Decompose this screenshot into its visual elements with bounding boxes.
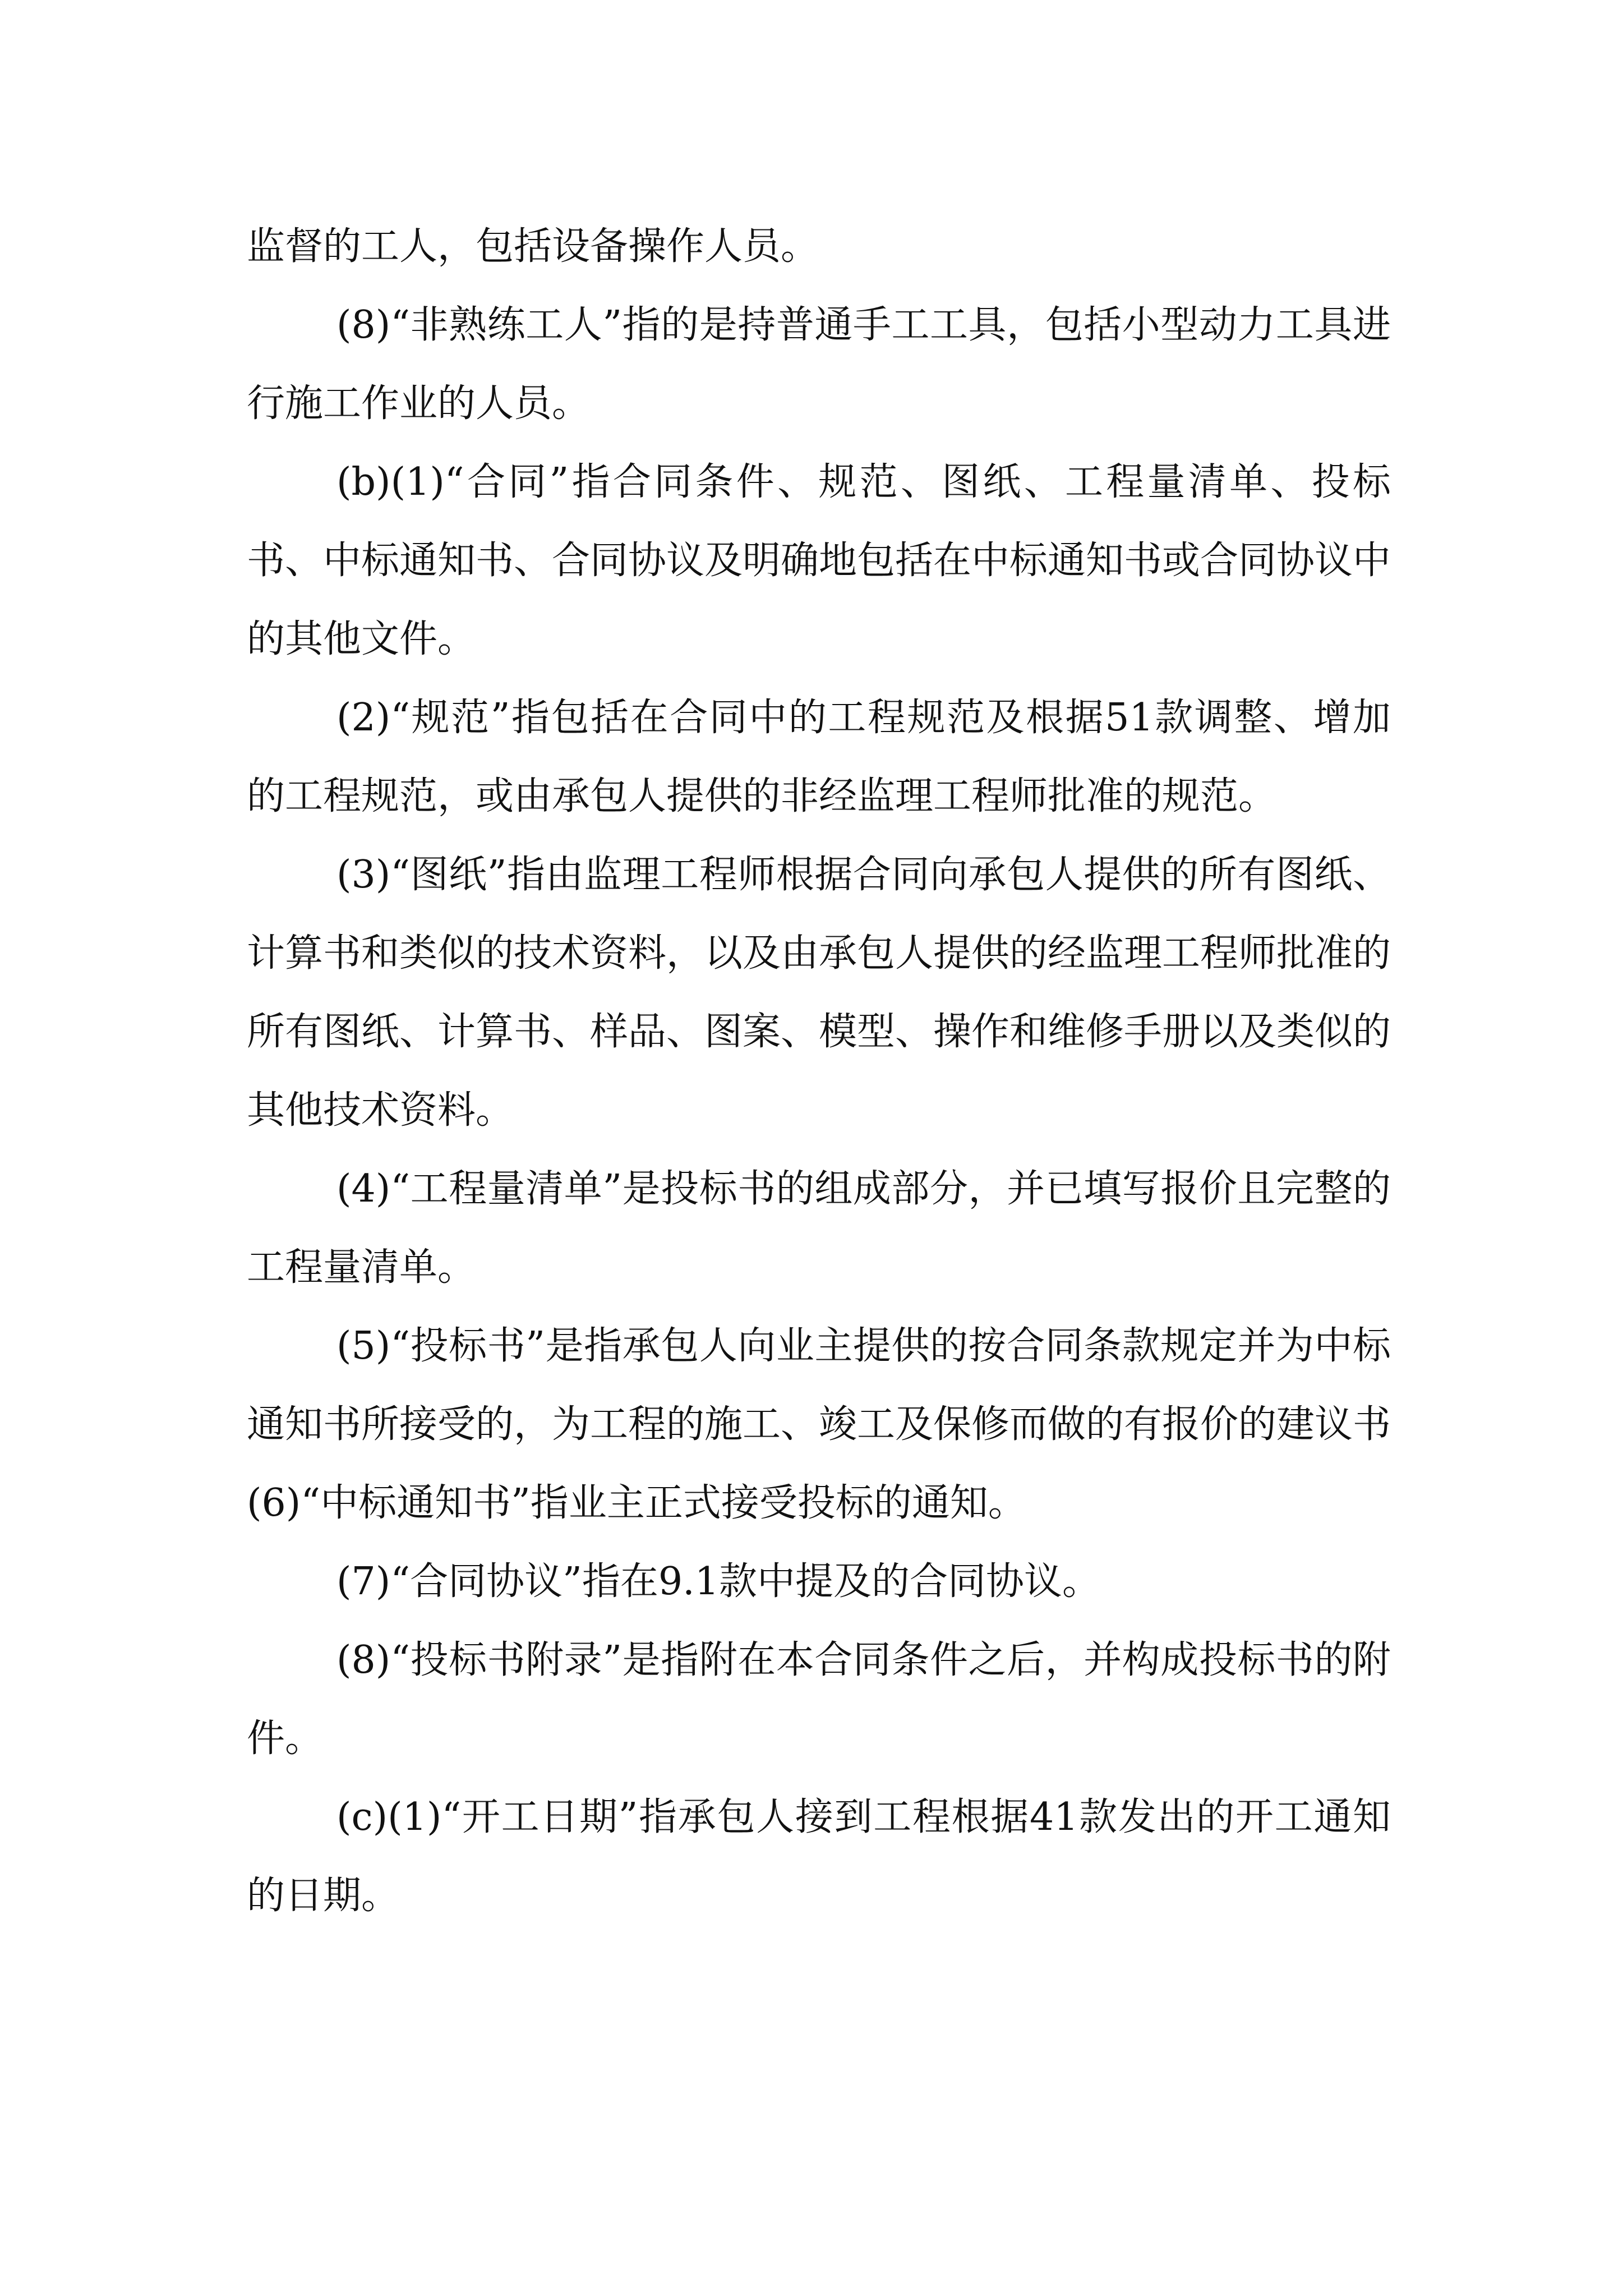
paragraph-drawings: (3)“图纸”指由监理工程师根据合同向承包人提供的所有图纸、计算书和类似的技术资料，以及由承包人提供的经监理工程师批准的所有图纸、计算书、样品、图案、模型、操作和维修手册以及类似的其他技术资料。 [247, 853, 1391, 1133]
paragraph-contract: (b)(1)“合同”指合同条件、规范、图纸、工程量清单、投标书、中标通知书、合同协议及明确地包括在中标通知书或合同协议中的其他文件。 [247, 460, 1391, 661]
paragraph-commencement-date: (c)(1)“开工日期”指承包人接到工程根据41款发出的开工通知的日期。 [247, 1795, 1391, 1918]
paragraph-continuation: 监督的工人，包括设备操作人员。 [247, 224, 819, 269]
paragraph-bill-of-quantities: (4)“工程量清单”是投标书的组成部分，并已填写报价且完整的工程量清单。 [247, 1167, 1391, 1290]
paragraph-unskilled-workers: (8)“非熟练工人”指的是持普通手工工具，包括小型动力工具进行施工作业的人员。 [247, 303, 1391, 426]
paragraph-tender: (5)“投标书”是指承包人向业主提供的按合同条款规定并为中标通知书所接受的，为工程的施工、竣工及保修而做的有报价的建议书(6)“中标通知书”指业主正式接受投标的通知。 [247, 1324, 1391, 1525]
body-text [247, 208, 1391, 1935]
paragraph-specification: (2)“规范”指包括在合同中的工程规范及根据51款调整、增加的工程规范，或由承包人提供的非经监理工程师批准的规范。 [247, 696, 1391, 818]
paragraph-tender-appendix: (8)“投标书附录”是指附在本合同条件之后，并构成投标书的附件。 [247, 1638, 1391, 1761]
paragraph-contract-agreement: (7)“合同协议”指在9.1款中提及的合同协议。 [336, 1559, 1100, 1604]
